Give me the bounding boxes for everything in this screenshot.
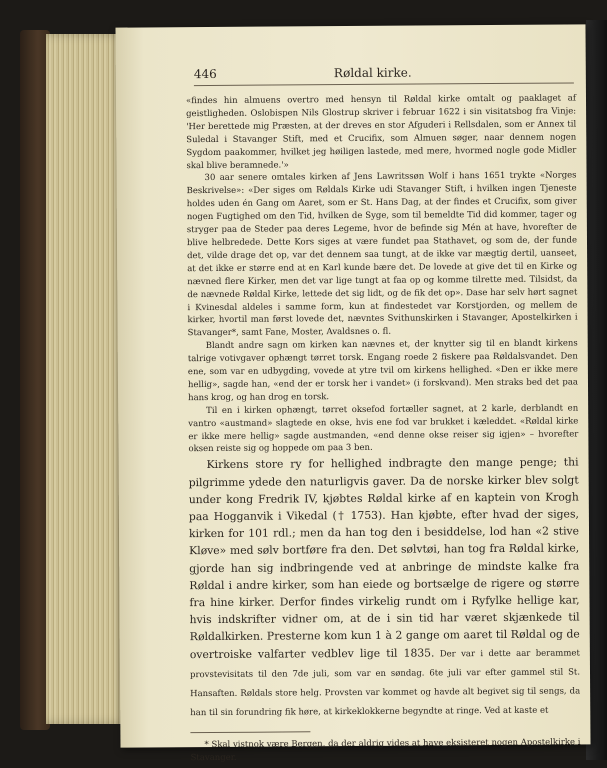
- header-rule: [194, 82, 574, 86]
- footnote-rule: [190, 732, 310, 734]
- paragraph: Blandt andre sagn om kirken kan nævnes et, der knytter sig til en blandt kirkens talrige votivgaver ophængt tørret torsk. Engang roede 2 fiskere paa Røldalsvandet. Den ene, som var en udbygding, vovede at ytre tvil om kirkens hellighed. «Den er ikke mere hellig», sagde han, «end der er torsk her i vandet» (i forskvand). Men straks bed det paa hans krog, og han drog en torsk.: [187, 338, 579, 403]
- paragraph-large: [188, 454, 580, 723]
- footnote: * Skal vistnok være Bergen, da der aldrig vides at have eksisteret nogen Apostelkirke i Stavanger.: [190, 737, 581, 764]
- page-header: [194, 64, 574, 85]
- paragraph-large-text: Kirkens store ry for hellighed indbragte den mange penge; thi pilgrimme ydede den naturligvis gaver. Da de norske kirker blev solgt under kong Fredrik IV, kjøbtes Røldal kirke af en kaptein von Krogh paa Hogganvik i Vikedal († 1753). Han kjøbte, efter hvad der siges, kirken for 101 rdl.; men da han tog den i besiddelse, lod han «2 stive Kløve» med sølv bortføre fra den. Det sølvtøi, han tog fra Røldal kirke, gjorde han sig indbringende ved at anbringe de mindste kalke fra Røldal i andre kirker, som han eiede og bortsælge de rigere og større fra hine kirker. Derfor findes virkelig rundt om i Ryfylke hellige kar, hvis indskrifter vidner om, at de i sin tid har været skjænkede til Røldalkirken. Presterne kom kun 1 à 2 gange om aaret til Røldal og de overtroiske valfarter vedblev lige til 1835.: [188, 455, 580, 661]
- page-number: 446: [193, 66, 217, 82]
- paragraph-small-continuation: Der var i dette aar berammet provstevisitats til den 7de juli, som var en søndag. 6te juli var efter gammel stil St. Hansaften. Røldals store helg. Provsten var kommet og havde alt begivet sig til sengs, da han til sin forundring fik høre, at kirkeklokkerne begyndte at ringe. Ved at kaste et: [189, 648, 581, 719]
- page-body: [186, 92, 581, 765]
- paragraph: 30 aar senere omtales kirken af Jens Lawritssøn Wolf i hans 1651 trykte «Norges Beskrivelse»: «Der siges om Røldals Kirke udi Stavanger Stift, i hvilken ingen Tjeneste holdes uden én Gang om Aaret, som er St. Hans Dag, at der findes et Crucifix, som giver nogen Fugtighed om den Tid, hvilken de Syge, som til bemeldte Tid did kommer, tager og stryger paa de Steder paa deres Legeme, hvor de befinde sig Mén at have, hvorefter de blive helbredede. Dette Kors siges at være fundet paa Stathavet, og som de, der funde det, vilde drage det op, var det dennem saa tungt, at de ikke var mægtig dertil, uanseet, at det ikke er større end at en Karl kunde bære det. De lovede at give det til en Kirke og nævned flere Kirker, men det var lige tungt at faa op og komme tilrette med. Tilsidst, da de nævnede Røldal Kirke, lettede det sig lidt, og de fik det op». Dase har selv hørt sagnet i Kvinesdal aldeles i samme form, kun at findestedet var Korstjorden, og mellem de kirker, hvortil man først lovede det, nævntes Svithunskirken i Stavanger, Apostelkirken i Stavanger*, samt Fane, Moster, Avaldsnes o. fl.: [186, 170, 578, 339]
- book-page: [115, 24, 590, 764]
- paragraph: «findes hin almuens overtro med hensyn til Røldal kirke omtalt og paaklaget af geistligheden. Oslobispen Nils Glostrup skriver i februar 1622 i sin visitatsbog fra Vinje: 'Her berettede mig Præsten, at der dreves en stor Afguderi i Rellsdalen, som er Annex til Suledal i Stavanger Stift, med et Crucifix, som Almuen søger, naar dennem nogen Sygdom paakommer, hvilket jeg høiligen lastede, med mere, hvormed nogle gode Midler skal blive beramnede.'»: [185, 93, 577, 171]
- paragraph: Til en i kirken ophængt, tørret oksefod fortæller sagnet, at 2 karle, derblandt en vantro «austmand» slagtede en okse, hvis ene fod var brukket i kæleddet. «Røldal kirke er ikke mere hellig» sagde austmanden, «end denne okse reiser sig igjen» – hvorefter oksen reiste sig og hoppede om paa 3 ben.: [188, 403, 579, 455]
- running-title: Røldal kirke.: [333, 65, 412, 81]
